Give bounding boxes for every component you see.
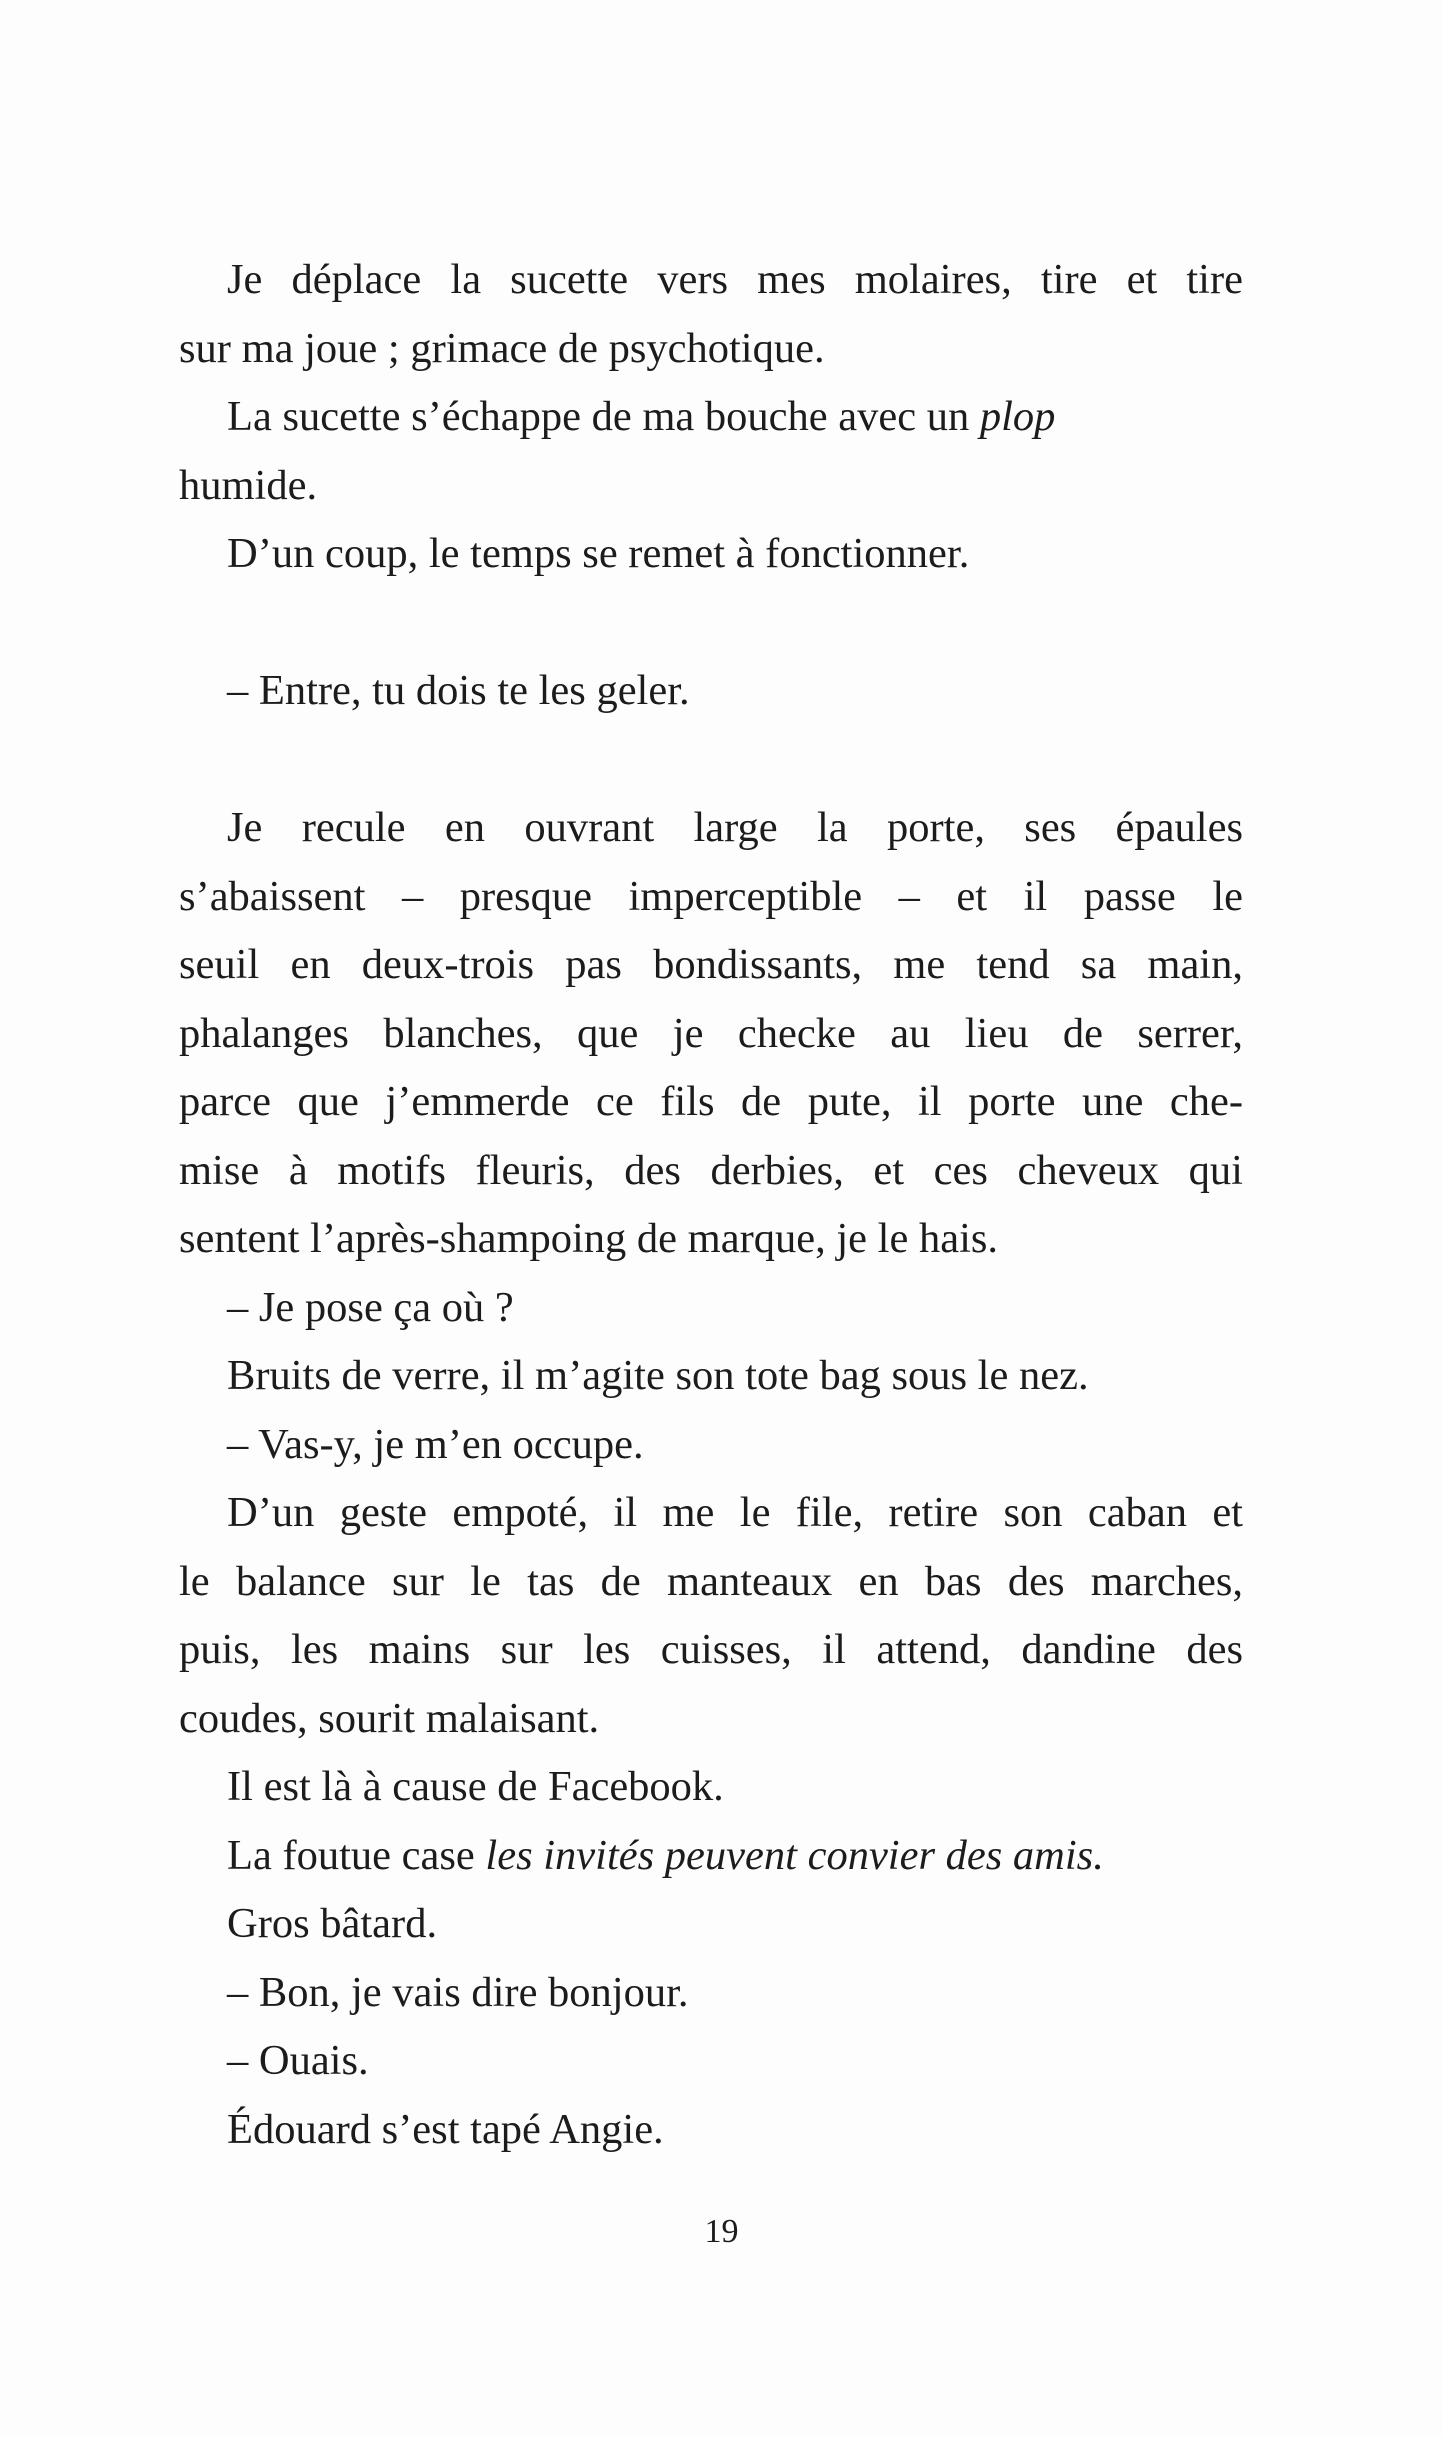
text-line: parce que j’emmerde ce fils de pute, il porte une che- [179,1078,1243,1125]
text-line: Gros bâtard. [227,1900,438,1947]
dialogue-line: – Je pose ça où ? [227,1283,514,1331]
page-number: 19 [704,2213,739,2250]
dialogue-line: – Ouais. [227,2037,369,2084]
text-line: phalanges blanches, que je checke au lieu de serrer, [179,1009,1243,1057]
text-line: sentent l’après-shampoing de marque, je le hais. [179,1215,999,1262]
text-line [179,383,1243,452]
dialogue-line: – Vas-y, je m’en occupe. [227,1420,644,1468]
text-line [179,1822,1243,1891]
text-line: Édouard s’est tapé Angie. [227,2105,664,2153]
text-line: sur ma joue ; grimace de psychotique. [179,324,825,372]
italic-word: plop [979,393,1056,440]
text-line: humide. [179,461,318,509]
dialogue-line: – Entre, tu dois te les geler. [227,667,690,714]
text-span: La foutue case [227,1831,486,1879]
text-line: D’un coup, le temps se remet à fonctionner. [227,530,970,577]
text-line: Bruits de verre, il m’agite son tote bag sous le nez. [227,1352,1089,1399]
text-line: puis, les mains sur les cuisses, il attend, dandine des [179,1626,1243,1673]
text-line: D’un geste empoté, il me le file, retire son caban et [227,1489,1243,1536]
text-line: le balance sur le tas de manteaux en bas des marches, [179,1557,1243,1605]
text-line: mise à motifs fleuris, des derbies, et ces cheveux qui [179,1146,1243,1194]
text-line: s’abaissent – presque imperceptible – et il passe le [179,872,1243,920]
text-span: La sucette s’échappe de ma bouche avec un [227,393,980,440]
italic-phrase: les invités peuvent convier des amis. [485,1831,1104,1879]
text-line: Il est là à cause de Facebook. [227,1763,724,1810]
paragraph-gap [179,589,1243,658]
paragraph-gap [179,726,1243,795]
body-text [179,246,1243,2164]
text-line: Je recule en ouvrant large la porte, ses épaules [227,804,1243,851]
text-line: Je déplace la sucette vers mes molaires, tire et tire [227,256,1243,303]
text-line: seuil en deux-trois pas bondissants, me tend sa main, [179,941,1243,988]
dialogue-line: – Bon, je vais dire bonjour. [227,1968,689,2016]
text-line: coudes, sourit malaisant. [179,1694,600,1742]
